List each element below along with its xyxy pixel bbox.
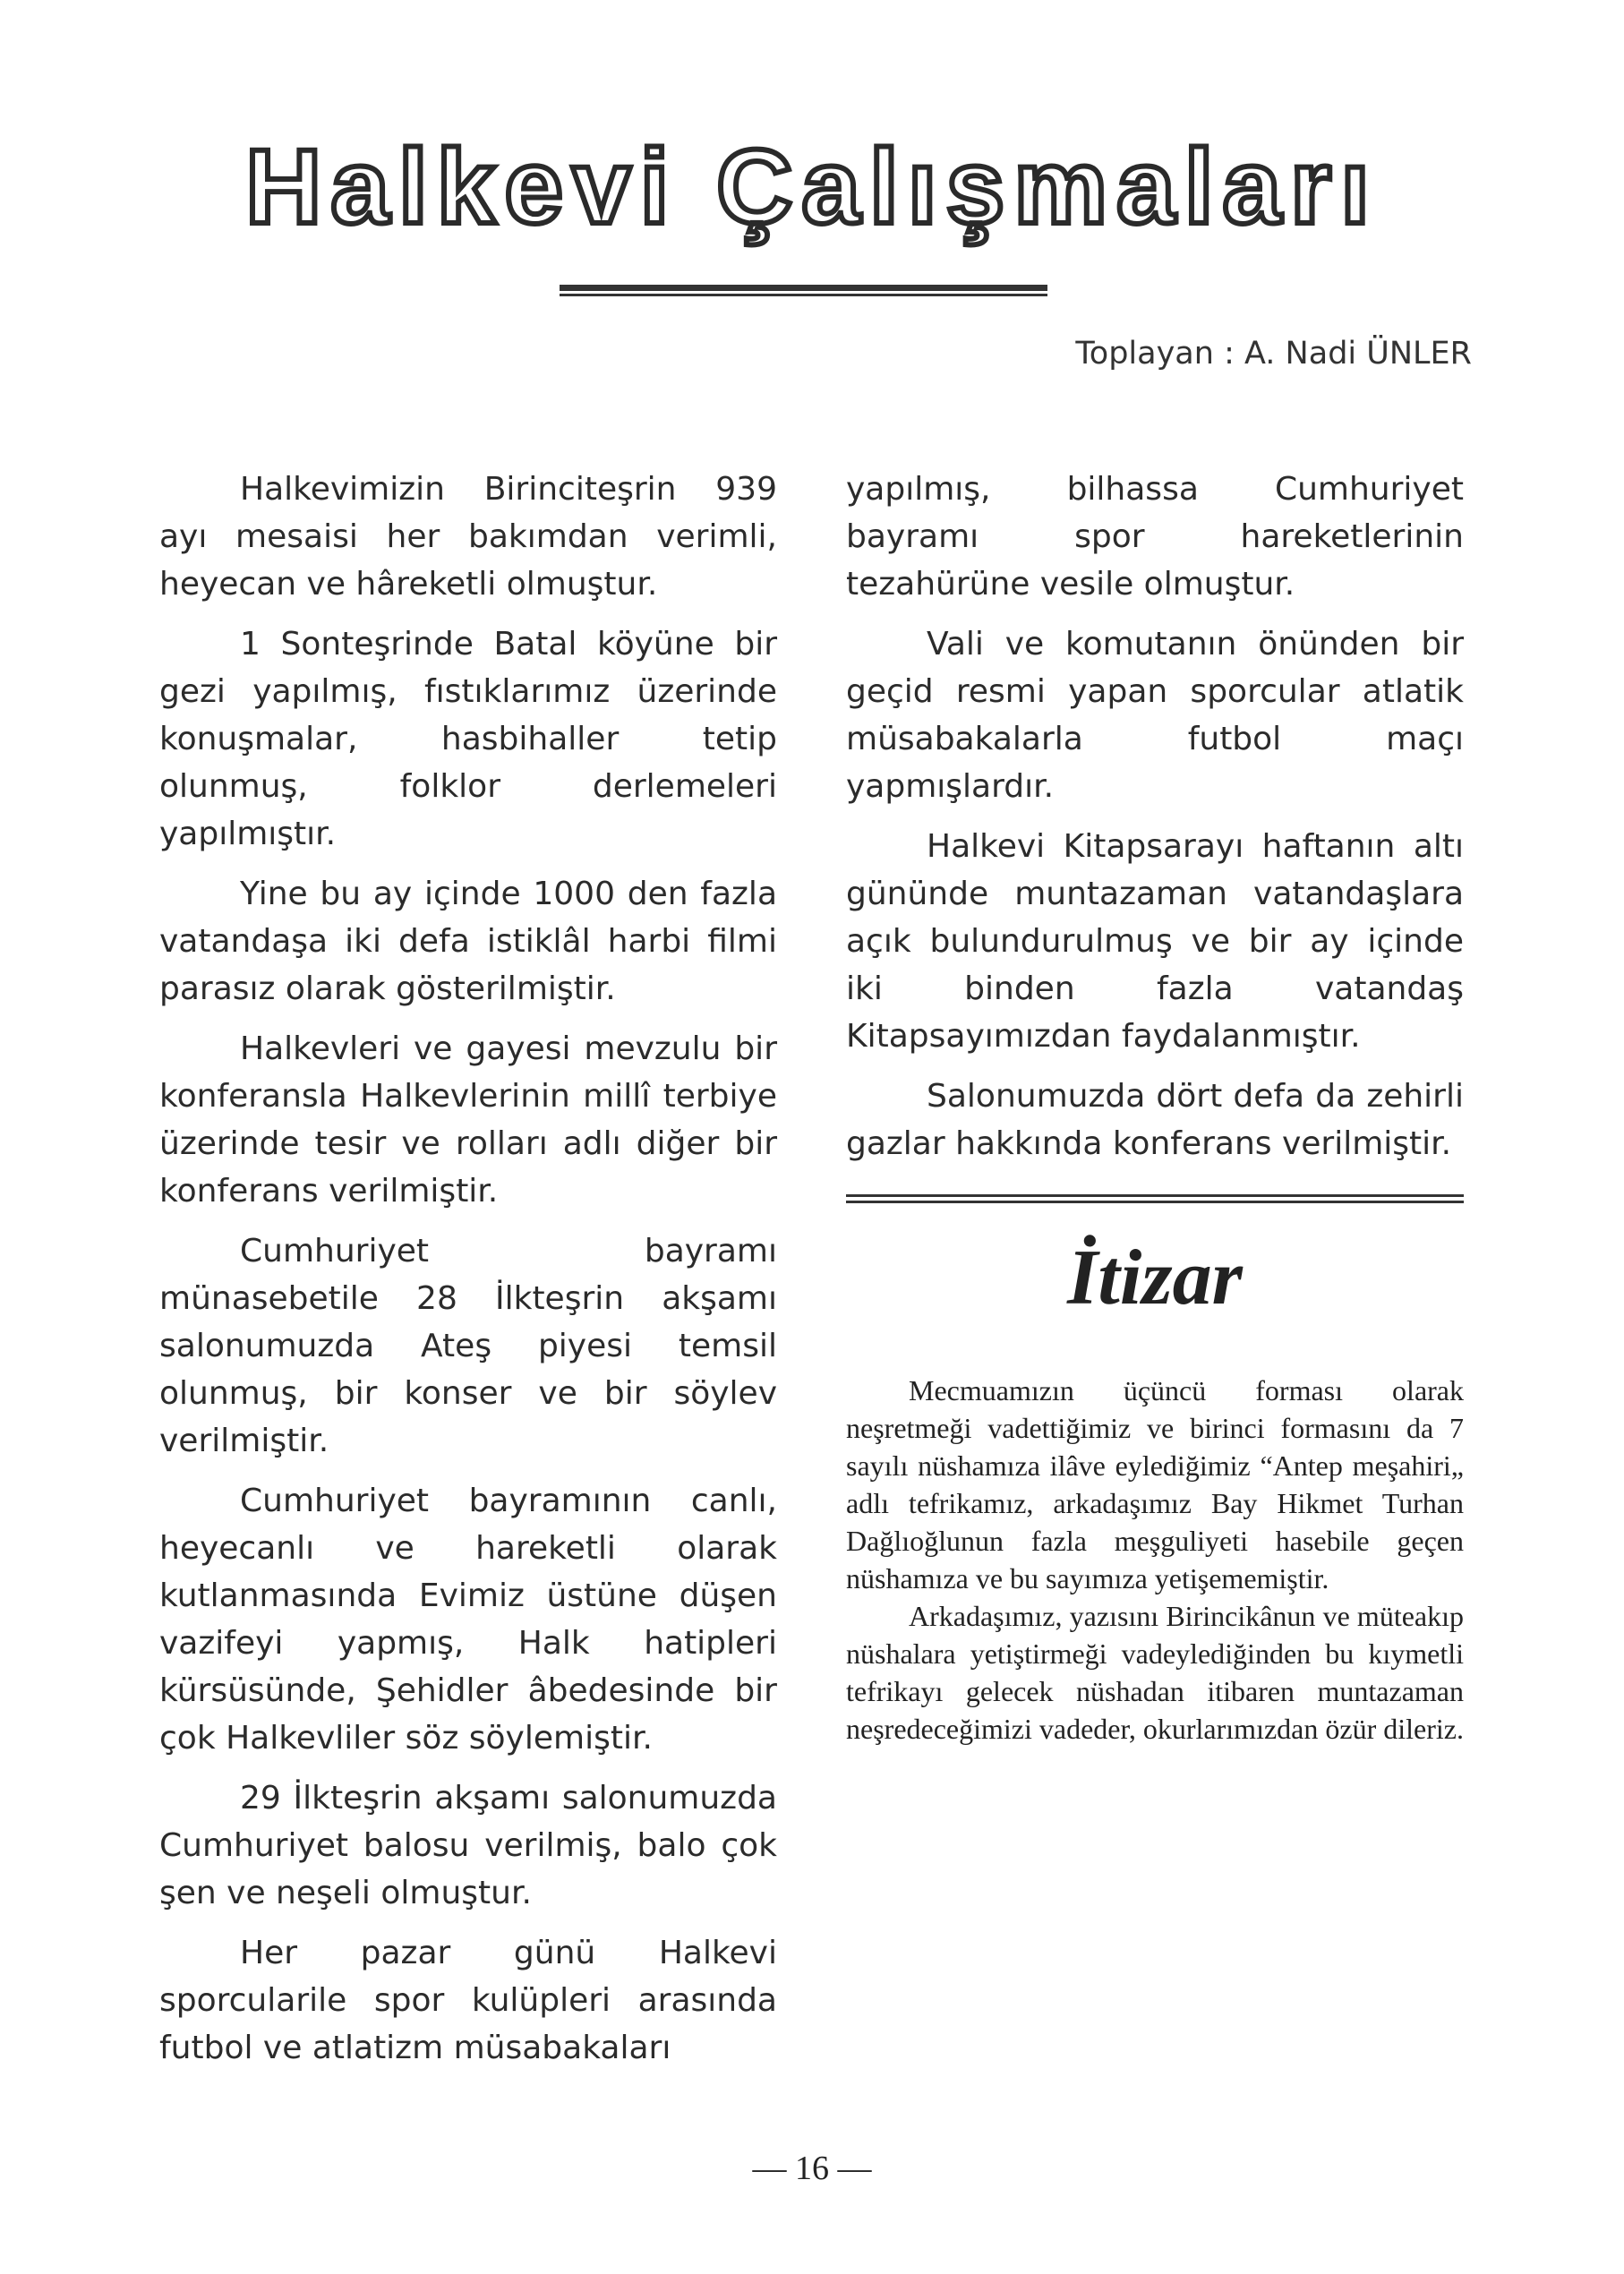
paragraph: Cumhuriyet bayramının canlı, heyecanlı ve hareketli olarak kutlanmasında Evimiz üstüne düşen vazifeyi yapmış, Halk hatipleri kürsüsünde, Şehidler âbedesinde bir çok Halkevliler söz söylemiştir. bbox=[159, 1483, 777, 1757]
section-divider bbox=[846, 1194, 1464, 1203]
paragraph: Vali ve komutanın önünden bir geçid resmi yapan sporcular atlatik müsabakalarla futbol maçı yapmışlardır. bbox=[846, 626, 1464, 805]
left-column bbox=[159, 466, 777, 2084]
paragraph: Halkevimizin Birinciteşrin 939 ayı mesaisi her bakımdan verimli, heyecan ve hâreketli olmuştur. bbox=[159, 471, 777, 603]
right-column bbox=[846, 466, 1464, 1748]
paragraph: yapılmış, bilhassa Cumhuriyet bayramı spor hareketlerinin tezahürüne vesile olmuştur. bbox=[846, 471, 1464, 603]
byline: Toplayan : A. Nadi ÜNLER bbox=[1075, 336, 1472, 372]
paragraph: 29 İlkteşrin akşamı salonumuzda Cumhuriyet balosu verilmiş, balo çok şen ve neşeli olmuştur. bbox=[159, 1780, 777, 1911]
notice-paragraph: Arkadaşımız, yazısını Birincikânun ve müteakıp nüshalara yetiştirmeği vadeylediğinden bu kıymetli tefrikayı gelecek nüshadan itibaren muntazaman neşredeceğimizi vadeder, okurlarımızdan özür dileriz. bbox=[846, 1600, 1464, 1745]
notice-body bbox=[846, 1372, 1464, 1748]
paragraph: Halkevleri ve gayesi mevzulu bir konferansla Halkevlerinin millî terbiye üzerinde tesir ve rolları adlı diğer bir konferans verilmiştir. bbox=[159, 1030, 777, 1210]
notice-title: İtizar bbox=[1067, 1235, 1243, 1321]
paragraph: Cumhuriyet bayramı münasebetile 28 İlkteşrin akşamı salonumuzda Ateş piyesi temsil olunmuş, bir konser ve bir söylev verilmiştir. bbox=[159, 1233, 777, 1459]
title-underline bbox=[560, 285, 1047, 296]
paragraph: Yine bu ay içinde 1000 den fazla vatandaşa iki defa istiklâl harbi filmi parasız olarak gösterilmiştir. bbox=[159, 876, 777, 1007]
paragraph: Halkevi Kitapsarayı haftanın altı gününde muntazaman vatandaşlara açık bulundurulmuş ve bir ay içinde iki binden fazla vatandaş Kitapsayımızdan faydalanmıştır. bbox=[846, 828, 1464, 1055]
page-number: — 16 — bbox=[752, 2150, 872, 2187]
paragraph: Salonumuzda dört defa da zehirli gazlar hakkında konferans verilmiştir. bbox=[846, 1078, 1464, 1162]
notice-paragraph: Mecmuamızın üçüncü forması olarak neşretmeği vadettiğimiz ve birinci formasını da 7 sayılı nüshamıza ilâve eylediğimiz “Antep meşahiri„ adlı tefrikamız, arkadaşımız Bay Hikmet Turhan Dağlıoğlunun fazla meşguliyeti hasebile geçen nüshamıza ve bu sayımıza yetişememiştir. bbox=[846, 1374, 1464, 1594]
page-title: Halkevi Çalışmaları bbox=[245, 128, 1379, 246]
paragraph: Her pazar günü Halkevi sporcularile spor kulüpleri arasında futbol ve atlatizm müsabakaları bbox=[159, 1935, 777, 2066]
paragraph: 1 Sonteşrinde Batal köyüne bir gezi yapılmış, fıstıklarımız üzerinde konuşmalar, hasbihaller tetip olunmuş, folklor derlemeleri yapılmıştır. bbox=[159, 626, 777, 852]
